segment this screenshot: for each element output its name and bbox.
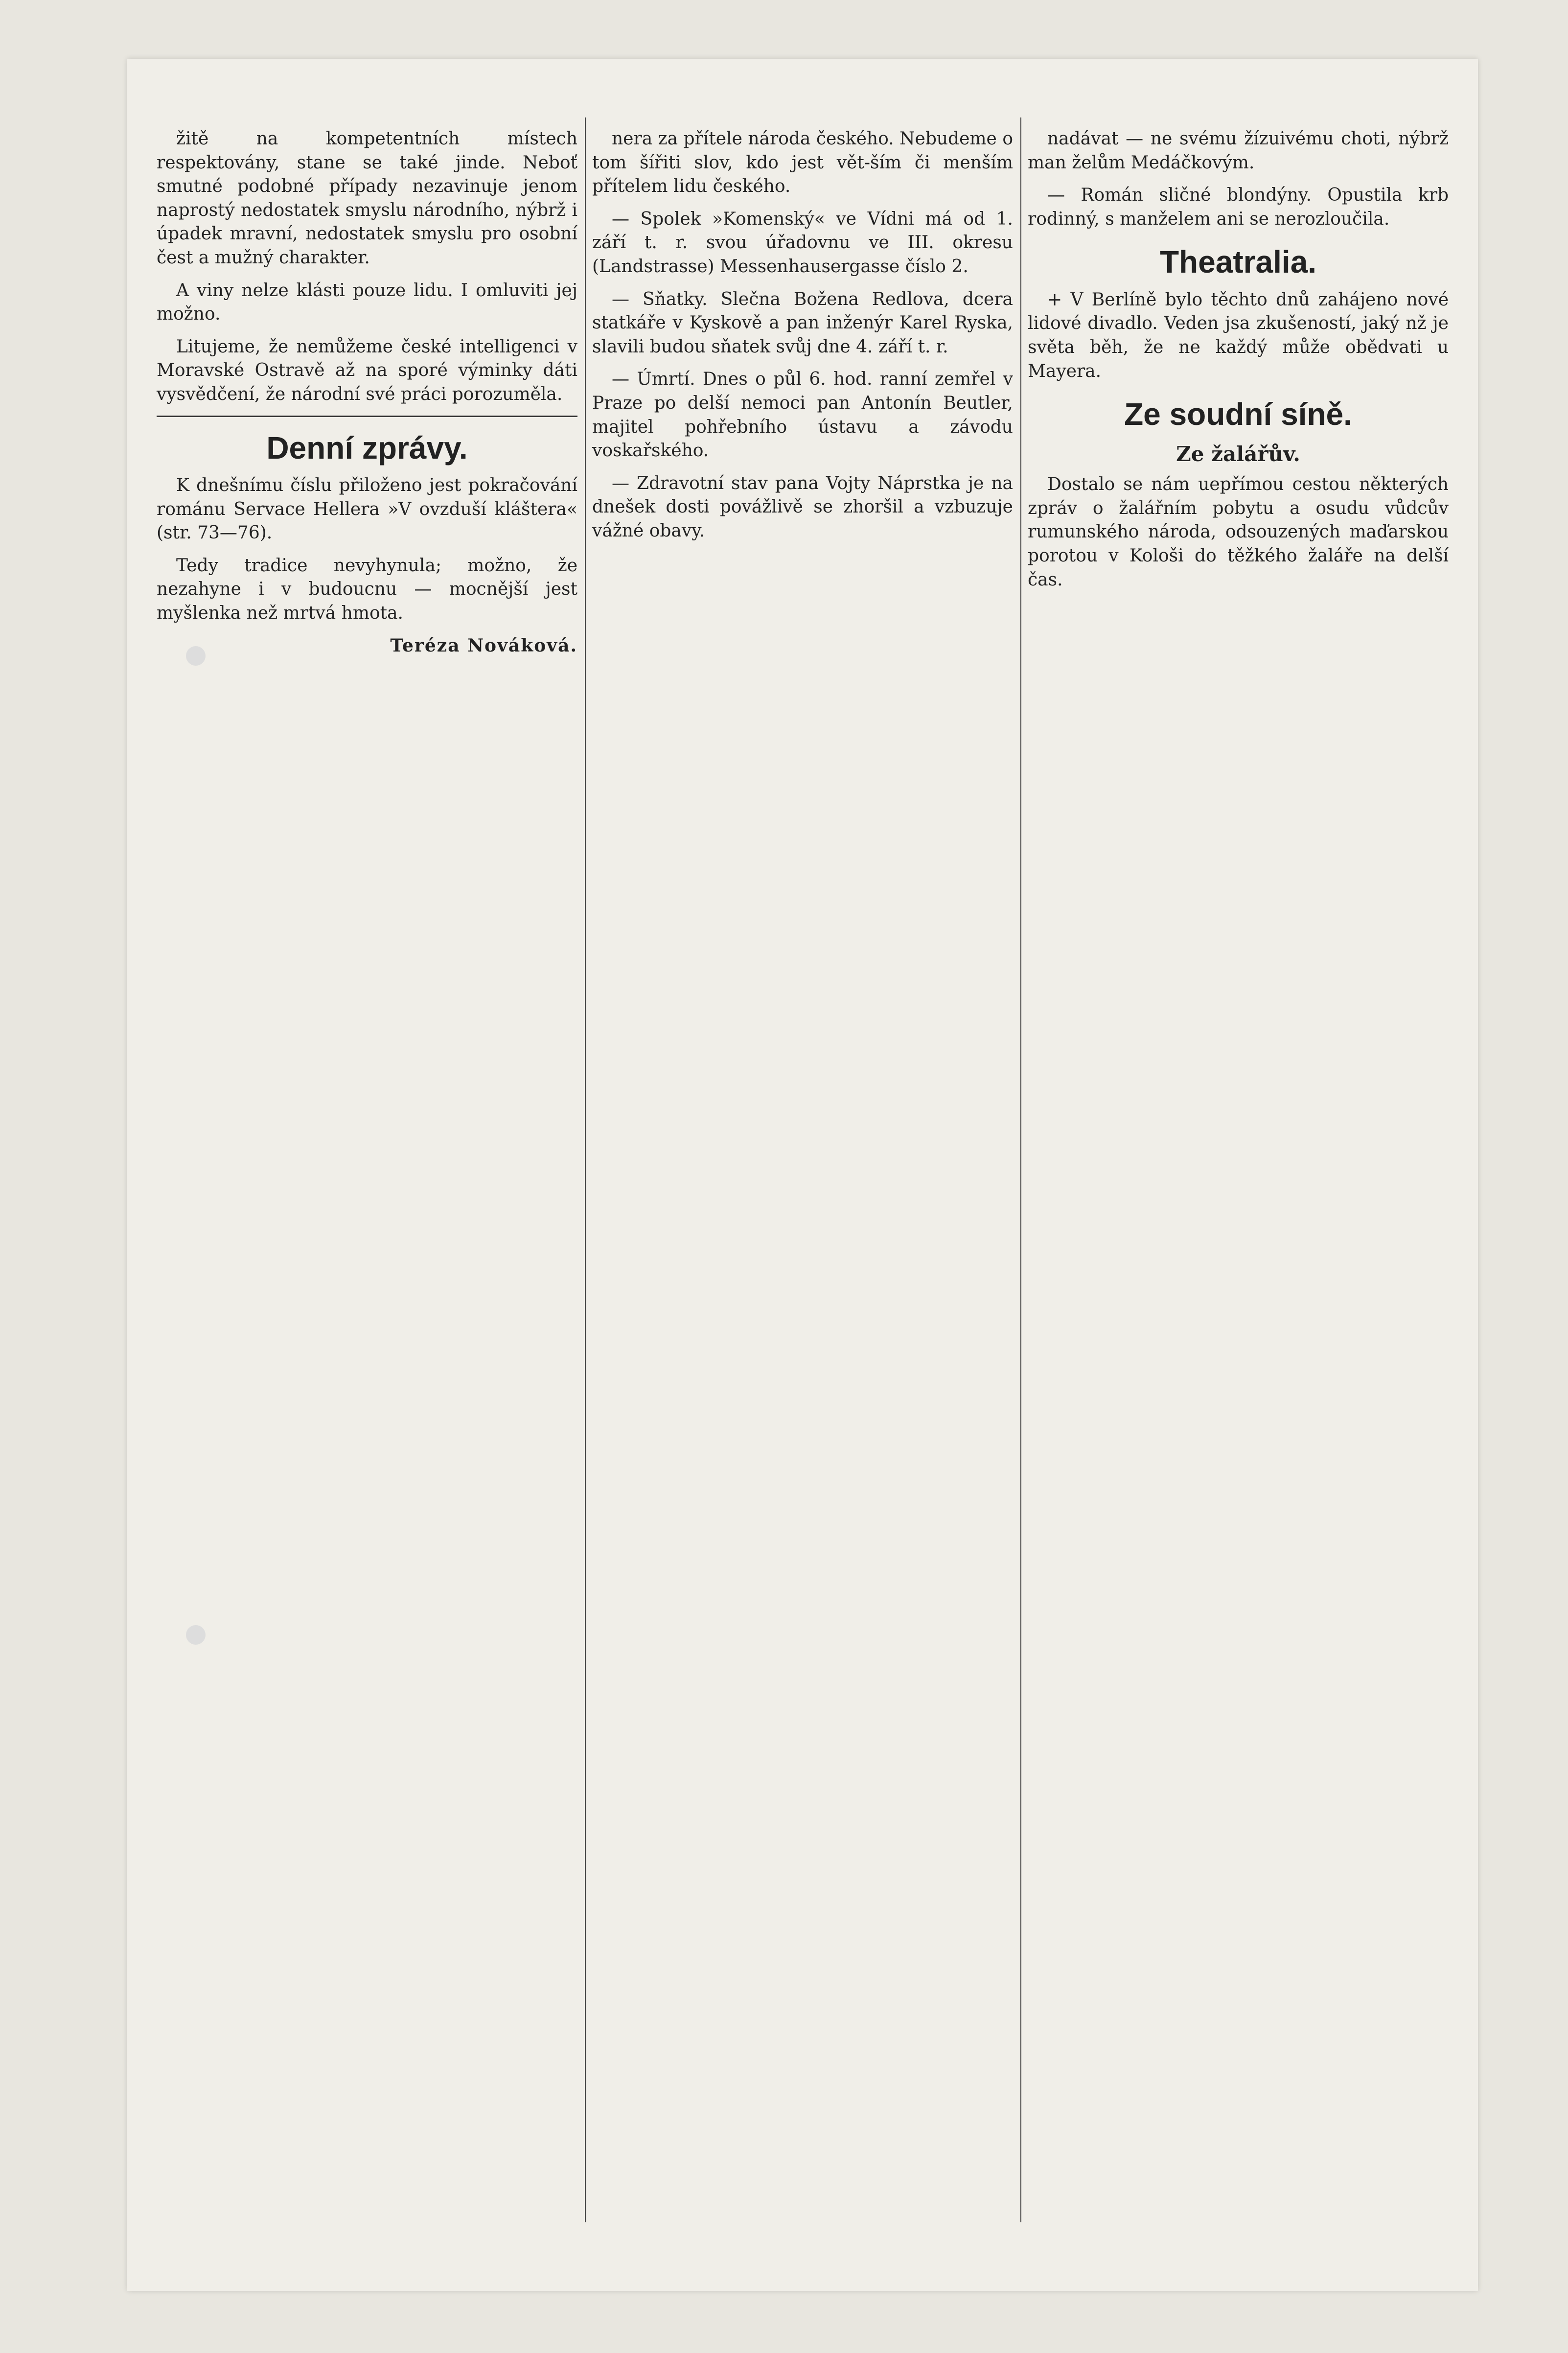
author-signature: Teréza Nováková. (390, 635, 577, 656)
paragraph: — Zdravotní stav pana Vojty Náprstka je na dnešek dosti povážlivě se zhoršil a vzbuzuje vážné obavy. (592, 473, 1013, 541)
divider (157, 416, 577, 417)
column-rule (1020, 117, 1021, 2222)
paragraph: — Sňatky. Slečna Božena Redlova, dcera statkáře v Kyskově a pan inženýr Karel Ryska, slavili budou sňatek svůj dne 4. září t. r. (592, 289, 1013, 357)
section-heading: Ze soudní síně. (1124, 396, 1352, 432)
paragraph: nadávat — ne svému žízuivému choti, nýbrž man želům Medáčkovým. (1028, 129, 1449, 173)
paragraph: + V Berlíně bylo těchto dnů zahájeno nové lidové divadlo. Veden jsa zkušeností, jaký nž je světa běh, že ne každý může obědvati u Mayera. (1028, 289, 1449, 381)
paragraph: K dnešnímu číslu přiloženo jest pokračování románu Servace Hellera »V ovzduší kláštera« (str. 73—76). (157, 475, 577, 543)
binding-hole (186, 1625, 206, 1645)
subheading: Ze žalářův. (1176, 442, 1300, 466)
paragraph: Dostalo se nám uepřímou cestou některých zpráv o žalářním pobytu a osudu vůdcův rumunského národa, odsouzených maďarskou porotou v Kološi do těžkého žaláře na delší čas. (1028, 474, 1449, 590)
newspaper-page (127, 59, 1478, 2291)
paragraph: — Román sličné blondýny. Opustila krb rodinný, s manželem ani se nerozloučila. (1028, 185, 1449, 229)
column-2 (592, 127, 1013, 552)
column-3 (1028, 127, 1449, 601)
paragraph: — Úmrtí. Dnes o půl 6. hod. ranní zemřel v Praze po delší nemoci pan Antonín Beutler, majitel pohřebního ústavu a závodu voskařského. (592, 369, 1013, 461)
section-heading: Theatralia. (1159, 244, 1317, 280)
column-rule (585, 117, 586, 2222)
paragraph: nera za přítele národa českého. Nebudeme o tom šířiti slov, kdo jest vět-ším či menším přítelem lidu českého. (592, 129, 1013, 197)
paragraph: Litujeme, že nemůžeme české intelligenci v Moravské Ostravě až na sporé výminky dáti vysvědčení, že národní své práci porozuměla. (157, 336, 577, 404)
column-1 (157, 127, 577, 658)
paragraph: A viny nelze klásti pouze lidu. I omluviti jej možno. (157, 280, 577, 325)
paragraph: Tedy tradice nevyhynula; možno, že nezahyne i v budoucnu — mocnější jest myšlenka než mrtvá hmota. (157, 555, 577, 623)
paragraph: žitě na kompetentních místech respektovány, stane se také jinde. Neboť smutné podobné případy nezavinuje jenom naprostý nedostatek smyslu národního, nýbrž i úpadek mravní, nedostatek smyslu pro osobní čest a mužný charakter. (157, 129, 577, 268)
section-heading: Denní zprávy. (266, 430, 468, 466)
paragraph: — Spolek »Komenský« ve Vídni má od 1. září t. r. svou úřadovnu ve III. okresu (Landstrasse) Messenhausergasse číslo 2. (592, 209, 1013, 277)
